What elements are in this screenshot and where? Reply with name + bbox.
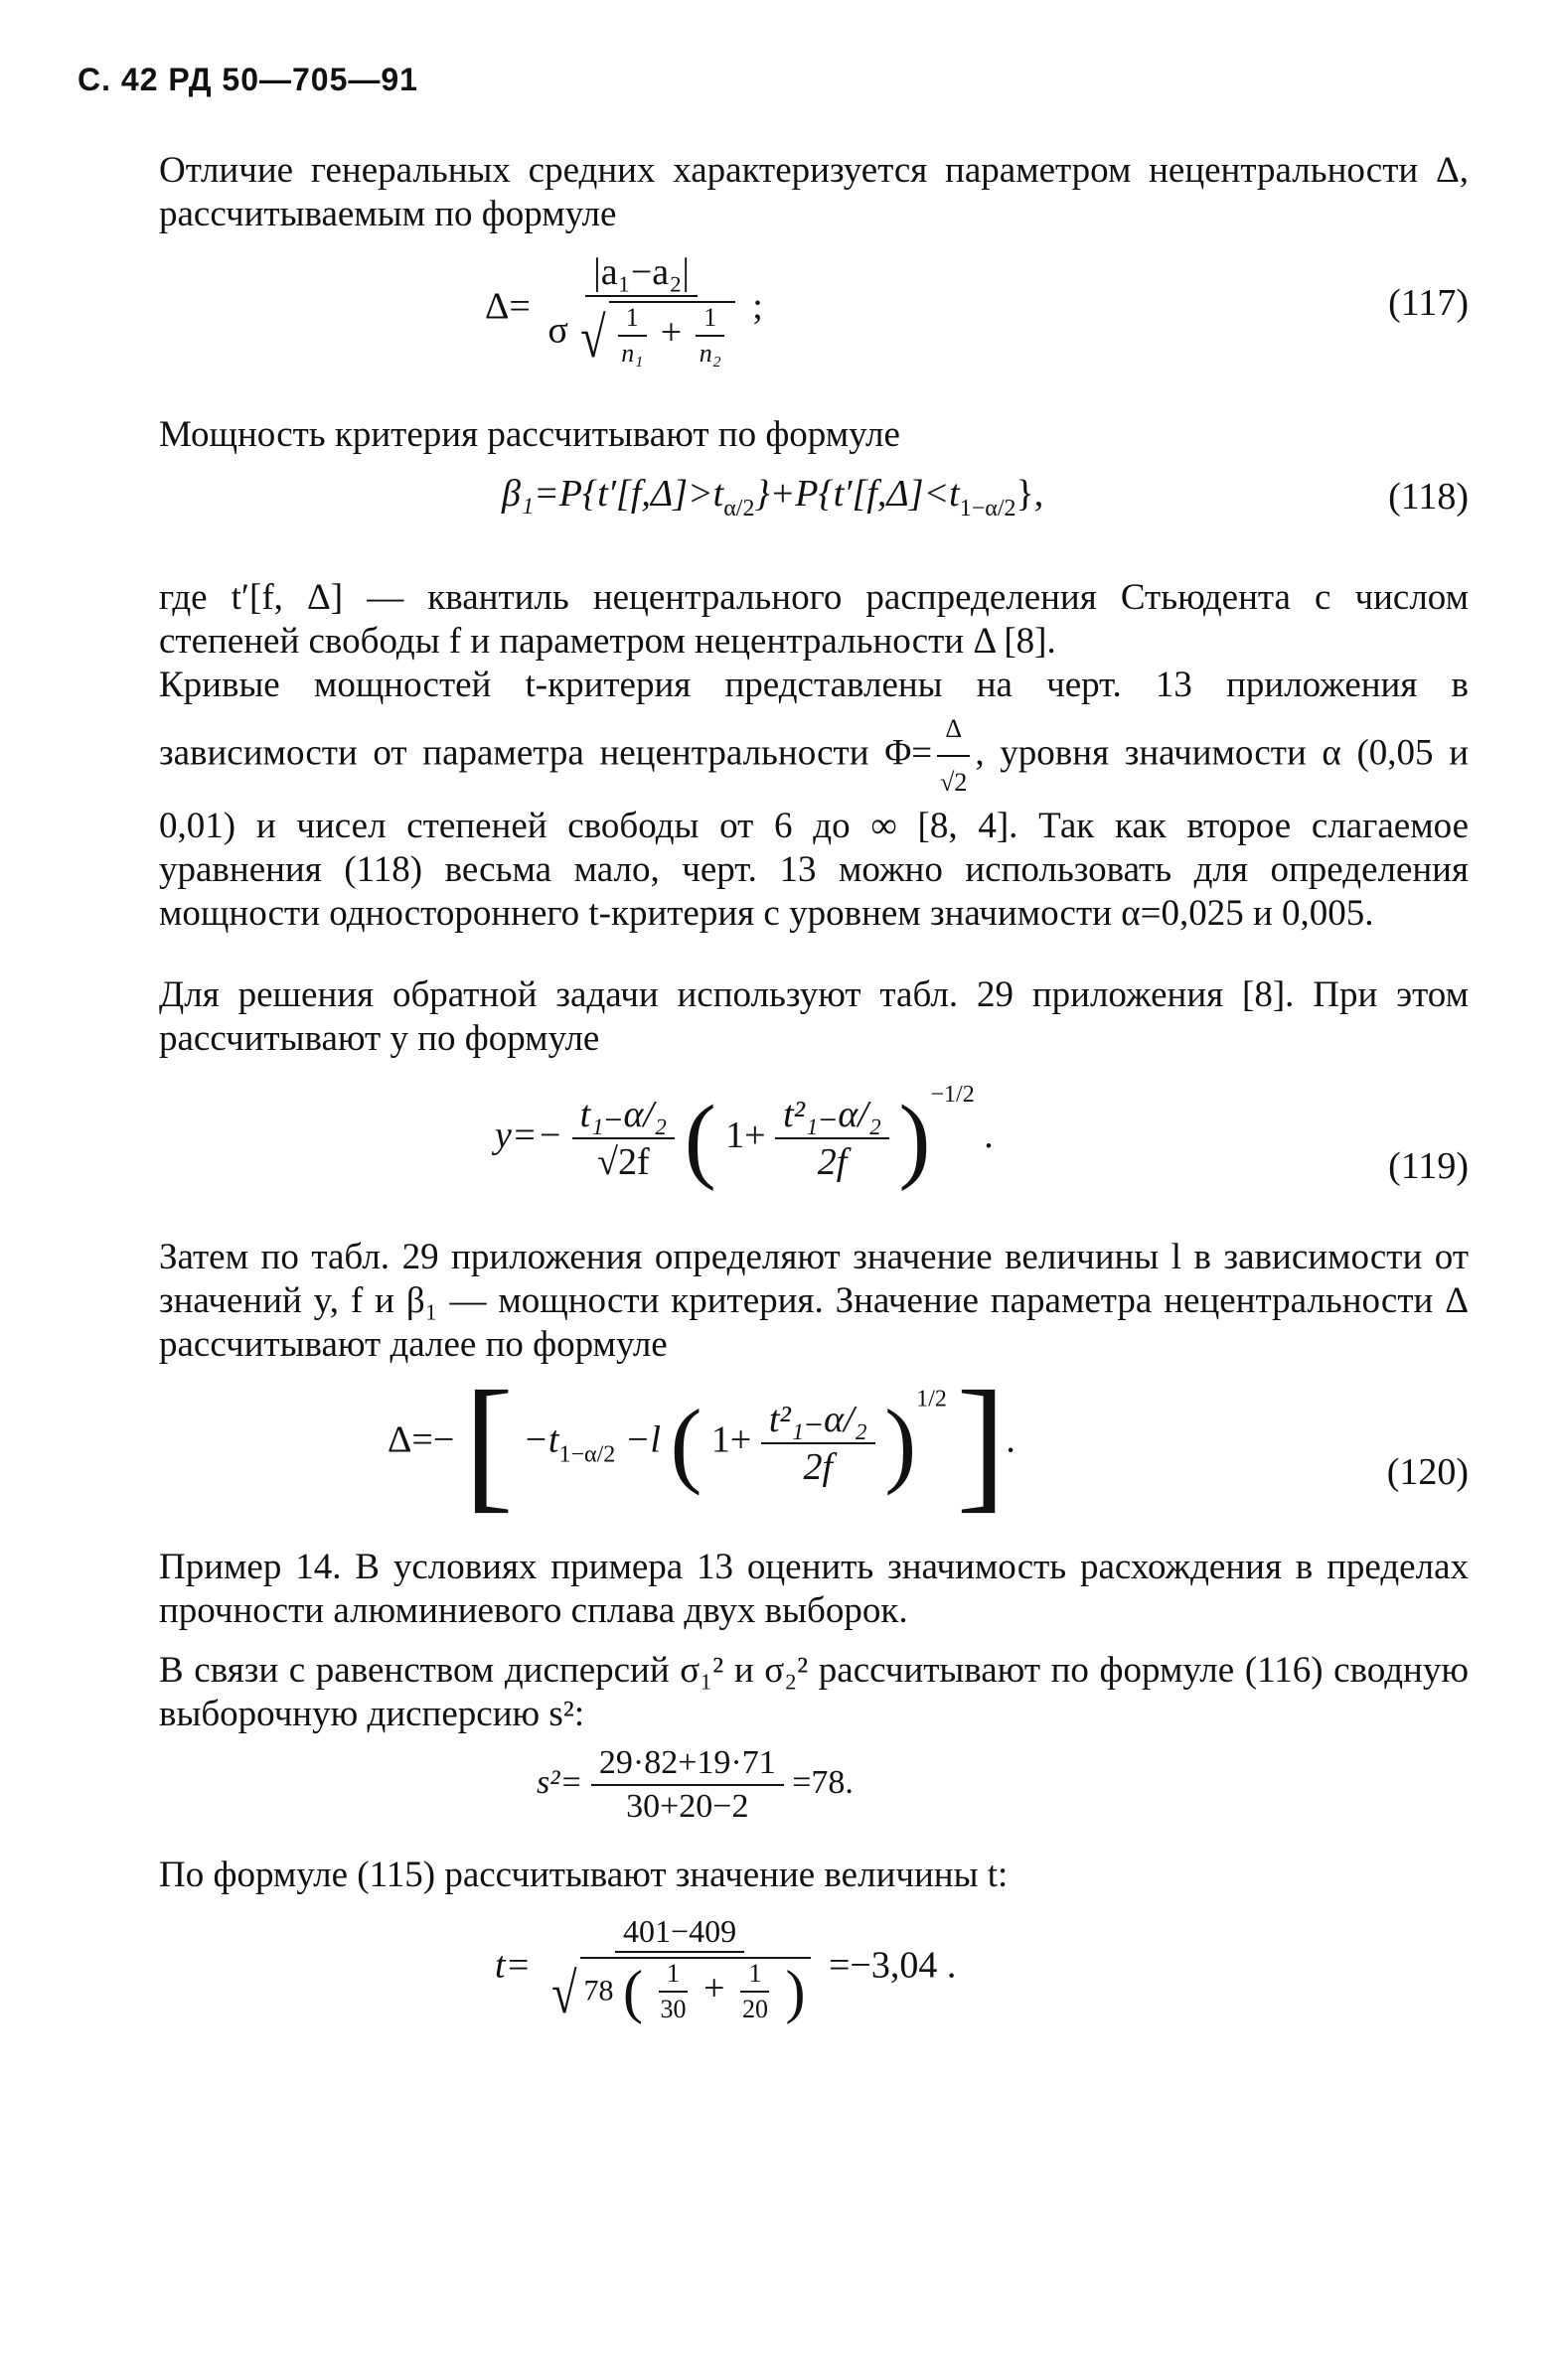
formula-118 — [502, 475, 1043, 521]
t-radical — [548, 1957, 812, 2025]
paragraph-power-curves — [159, 664, 1469, 936]
plus-sign: + — [703, 1967, 725, 2009]
plus-sign: + — [660, 311, 683, 354]
term2-numerator: 1 — [696, 305, 724, 337]
formula-117-sigma: σ — [547, 309, 568, 352]
formula-t-value — [495, 1913, 957, 2025]
formula-119-exponent: −1/2 — [930, 1082, 975, 1108]
s2-denominator: 30+20−2 — [626, 1788, 749, 1825]
formula-119-inner-denominator: 2f — [817, 1141, 848, 1184]
formula-119 — [495, 1082, 994, 1192]
paragraph-power-intro: Мощность критерия рассчитывают по формуле — [159, 414, 900, 455]
paragraph-example-14: Пример 14. В условиях примера 13 оценить значимость расхождения в пределах прочности алюминиевого сплава двух выборок. — [159, 1547, 1469, 1631]
left-paren: ( — [670, 1390, 702, 1496]
paragraph-intro-noncentrality: Отличие генеральных средних характеризуется параметром нецентральности Δ, рассчитываемым по формуле — [159, 150, 1469, 234]
t-rad-lead: 78 — [583, 1974, 614, 2008]
t-a-numerator: 1 — [659, 1961, 688, 1993]
formula-117-numerator: |a₁−a₂| — [585, 253, 698, 297]
t-a-denominator: 30 — [660, 1995, 687, 2023]
left-paren: ( — [684, 1085, 716, 1192]
formula-120-inner-denominator: 2f — [803, 1446, 834, 1488]
formula-120-t-term: −t — [523, 1418, 559, 1461]
right-bracket: ] — [956, 1361, 1007, 1526]
phi-fraction — [932, 707, 975, 805]
t-b-numerator: 1 — [740, 1961, 769, 1993]
formula-120-inner-lead: 1+ — [710, 1418, 752, 1461]
formula-118-part1: β₁=P{t′[f,Δ]>t — [502, 473, 724, 515]
formula-119-inner-lead: 1+ — [725, 1115, 766, 1156]
formula-117 — [485, 251, 763, 370]
formula-117-denominator — [540, 297, 742, 370]
formula-pooled-variance — [537, 1746, 854, 1824]
phi-denominator: √2 — [940, 768, 968, 797]
t-b-denominator: 20 — [741, 1995, 768, 2023]
formula-120-exponent: 1/2 — [916, 1386, 947, 1413]
right-paren: ) — [785, 1959, 806, 2024]
right-paren: ) — [884, 1390, 917, 1496]
t-lhs: t= — [495, 1944, 532, 1987]
power-curves-text-1: Кривые мощностей t-критерия представлены на черт. 13 приложения в зависимости от параметра нецентральности Φ= — [159, 665, 1469, 774]
formula-119-denominator: √2f — [597, 1141, 650, 1184]
equation-number-117: (117) — [1388, 282, 1469, 324]
t-fraction — [541, 1913, 820, 2025]
page-header: С. 42 РД 50—705—91 — [78, 62, 418, 97]
s2-numerator: 29·82+19·71 — [591, 1746, 784, 1786]
term2-denominator: n₂ — [699, 339, 721, 368]
formula-119-inner-fraction — [775, 1094, 889, 1184]
term1-denominator: n₁ — [621, 339, 644, 368]
power-curves-text-2: , уровня значимости α (0,05 и 0,01) и чисел степеней свободы от 6 до ∞ [8, 4]. Так как второе слагаемое уравнения (118) весьма мало, черт. 13 можно использовать для определения мощности одностороннего t-критерия с уровнем значимости α=0,025 и 0,005. — [159, 732, 1469, 934]
equation-number-118: (118) — [1388, 476, 1469, 518]
paragraph-quantile-def: где t′[f, Δ] — квантиль нецентрального распределения Стьюдента с числом степеней свободы f и параметром нецентральности Δ [8]. — [159, 577, 1469, 662]
formula-120-inner-fraction — [761, 1401, 875, 1486]
s2-lhs: s²= — [537, 1763, 583, 1801]
formula-120-l-term: −l — [624, 1418, 661, 1461]
formula-120-lhs: Δ=− — [388, 1418, 455, 1461]
s2-fraction — [591, 1746, 784, 1824]
equation-number-120: (120) — [1386, 1451, 1469, 1493]
formula-119-numerator: t₁₋α/₂ — [572, 1096, 676, 1139]
formula-117-radical — [577, 301, 734, 370]
paragraph-then-table: Затем по табл. 29 приложения определяют значение величины l в зависимости от значений y, f и β₁ — мощности критерия. Значение параметра нецентральности Δ рассчитывают далее по формуле — [159, 1237, 1469, 1365]
left-bracket: [ — [463, 1361, 514, 1526]
formula-118-tail: }, — [1015, 473, 1044, 515]
paragraph-inverse-problem: Для решения обратной задачи используют табл. 29 приложения [8]. При этом рассчитывают y по формуле — [159, 974, 1469, 1059]
equation-number-119: (119) — [1388, 1145, 1469, 1187]
paragraph-t-value: По формуле (115) рассчитывают значение величины t: — [159, 1855, 1009, 1895]
sqrt-symbol: √ — [580, 305, 607, 370]
formula-118-sub2: 1−α/2 — [959, 496, 1016, 521]
formula-118-part2: }+P{t′[f,Δ]<t — [754, 473, 960, 515]
formula-119-fraction — [572, 1094, 676, 1184]
formula-120 — [388, 1361, 1015, 1526]
right-paren: ) — [898, 1085, 931, 1192]
paragraph-pooled-variance: В связи с равенством дисперсий σ₁² и σ₂² рассчитывают по формуле (116) сводную выборочную дисперсию s²: — [159, 1650, 1469, 1734]
t-denominator — [541, 1953, 820, 2025]
formula-117-fraction — [540, 251, 742, 370]
sqrt-symbol: √ — [550, 1961, 577, 2025]
s2-result: =78. — [792, 1763, 854, 1801]
formula-117-lhs: Δ= — [485, 285, 531, 328]
t-result: =−3,04 . — [828, 1944, 957, 1987]
phi-numerator: Δ — [937, 707, 970, 757]
formula-119-lhs: y=− — [495, 1115, 563, 1156]
formula-117-tail: ; — [752, 285, 763, 328]
formula-120-t-sub: 1−α/2 — [558, 1441, 616, 1468]
formula-118-sub1: α/2 — [723, 496, 755, 521]
formula-120-tail: . — [1006, 1418, 1015, 1461]
left-paren: ( — [623, 1959, 644, 2024]
formula-119-inner-numerator: t²₁₋α/₂ — [775, 1096, 889, 1139]
t-numerator: 401−409 — [615, 1915, 744, 1953]
formula-119-tail: . — [984, 1115, 994, 1156]
term1-numerator: 1 — [618, 305, 647, 337]
formula-120-inner-numerator: t²₁₋α/₂ — [761, 1401, 875, 1444]
